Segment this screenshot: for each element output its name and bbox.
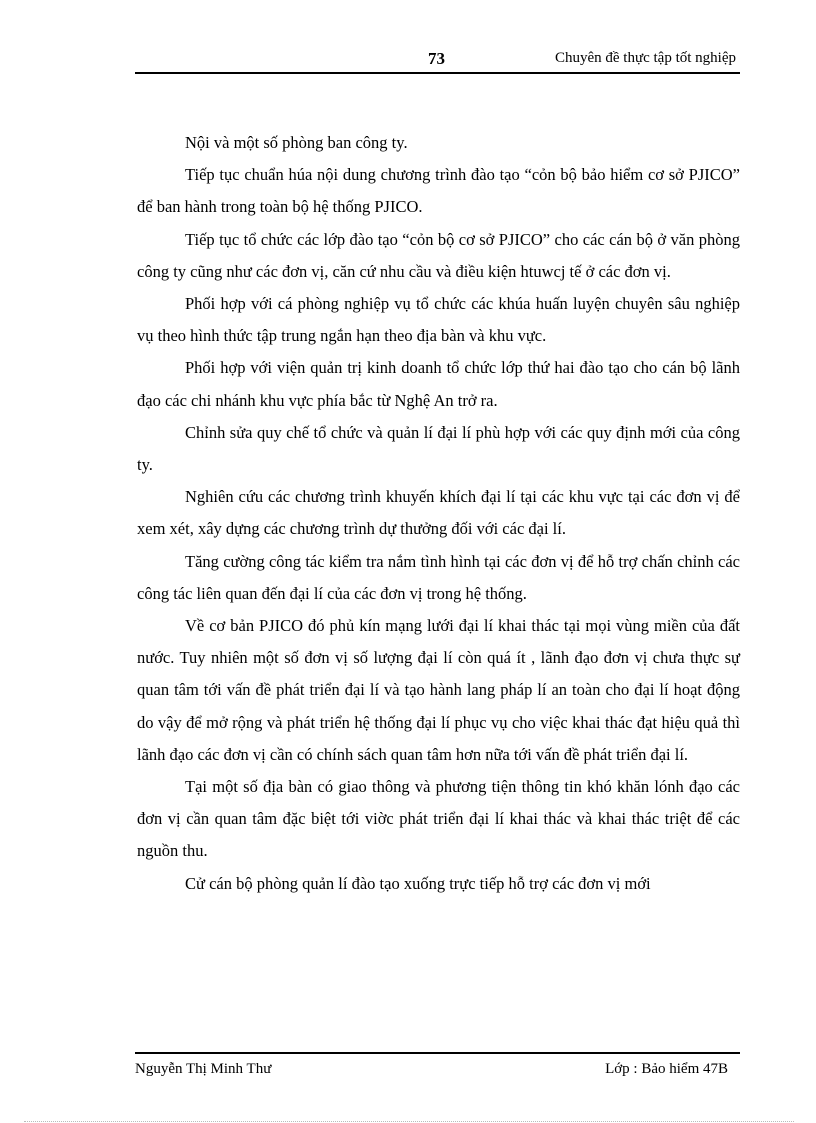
paragraph: Nội và một số phòng ban công ty.	[185, 133, 408, 152]
body-text	[137, 127, 740, 900]
paragraph: Phối hợp với viện quản trị kinh doanh tổ chức lớp thứ hai đào tạo cho cán bộ lãnh đạo các chi nhánh khu vực phía bắc từ Nghệ An trở ra.	[137, 358, 740, 410]
footer-author: Nguyễn Thị Minh Thư	[135, 1061, 272, 1077]
header-title: Chuyên đề thực tập tốt nghiệp	[554, 50, 736, 66]
paragraph: Về cơ bản PJICO đó phủ kín mạng lưới đại lí khai thác tại mọi vùng miền của đất nước. Tuy nhiên một số đơn vị số lượng đại lí còn quá ít , lãnh đạo đơn vị chưa thực sự quan tâm tới vấn đề phát triển đại lí và tạo hành lang pháp lí an toàn cho đại lí hoạt động do vậy để mở rộng và phát triển hệ thống đại lí phục vụ cho việc khai thác đạt hiệu quả thì lãnh đạo các đơn vị cần có chính sách quan tâm hơn nữa tới vấn đề phát triển đại lí.	[137, 616, 740, 764]
footer-class: Lớp : Bảo hiểm 47B	[605, 1061, 728, 1077]
page-number: 73	[428, 49, 445, 68]
page-footer	[135, 1052, 740, 1080]
paragraph: Nghiên cứu các chương trình khuyến khích đại lí tại các khu vực tại các đơn vị để xem xét, xây dựng các chương trình dự thưởng đối với các đại lí.	[137, 487, 740, 539]
paragraph: Chỉnh sửa quy chế tổ chức và quản lí đại lí phù hợp với các quy định mới của công ty.	[137, 422, 740, 475]
paragraph: Tại một số địa bàn có giao thông và phương tiện thông tin khó khăn lónh đạo các đơn vị cần quan tâm đặc biệt tới viờc phát triển đại lí khai thác và khai thác triệt để các nguồn thu.	[137, 777, 740, 861]
page-bottom-divider	[24, 1121, 794, 1122]
paragraph: Phối hợp với cá phòng nghiệp vụ tổ chức các khúa huấn luyện chuyên sâu nghiệp vụ theo hình thức tập trung ngắn hạn theo địa bàn và khu vực.	[137, 294, 740, 346]
paragraph: Tiếp tục chuẩn húa nội dung chương trình đào tạo “cỏn bộ bảo hiểm cơ sở PJICO” để ban hành trong toàn bộ hệ thống PJICO.	[137, 165, 740, 217]
paragraph: Tăng cường công tác kiểm tra nắm tình hình tại các đơn vị để hỗ trợ chấn chỉnh các công tác liên quan đến đại lí của các đơn vị trong hệ thống.	[137, 551, 740, 603]
paragraph: Cử cán bộ phòng quản lí đào tạo xuống trực tiếp hỗ trợ các đơn vị mới	[185, 873, 651, 893]
paragraph: Tiếp tục tổ chức các lớp đào tạo “cỏn bộ cơ sở PJICO” cho các cán bộ ở văn phòng công ty cũng như các đơn vị, căn cứ nhu cầu và điều kiện htuwcj tế ở các đơn vị.	[137, 229, 740, 281]
page-header	[135, 44, 740, 74]
